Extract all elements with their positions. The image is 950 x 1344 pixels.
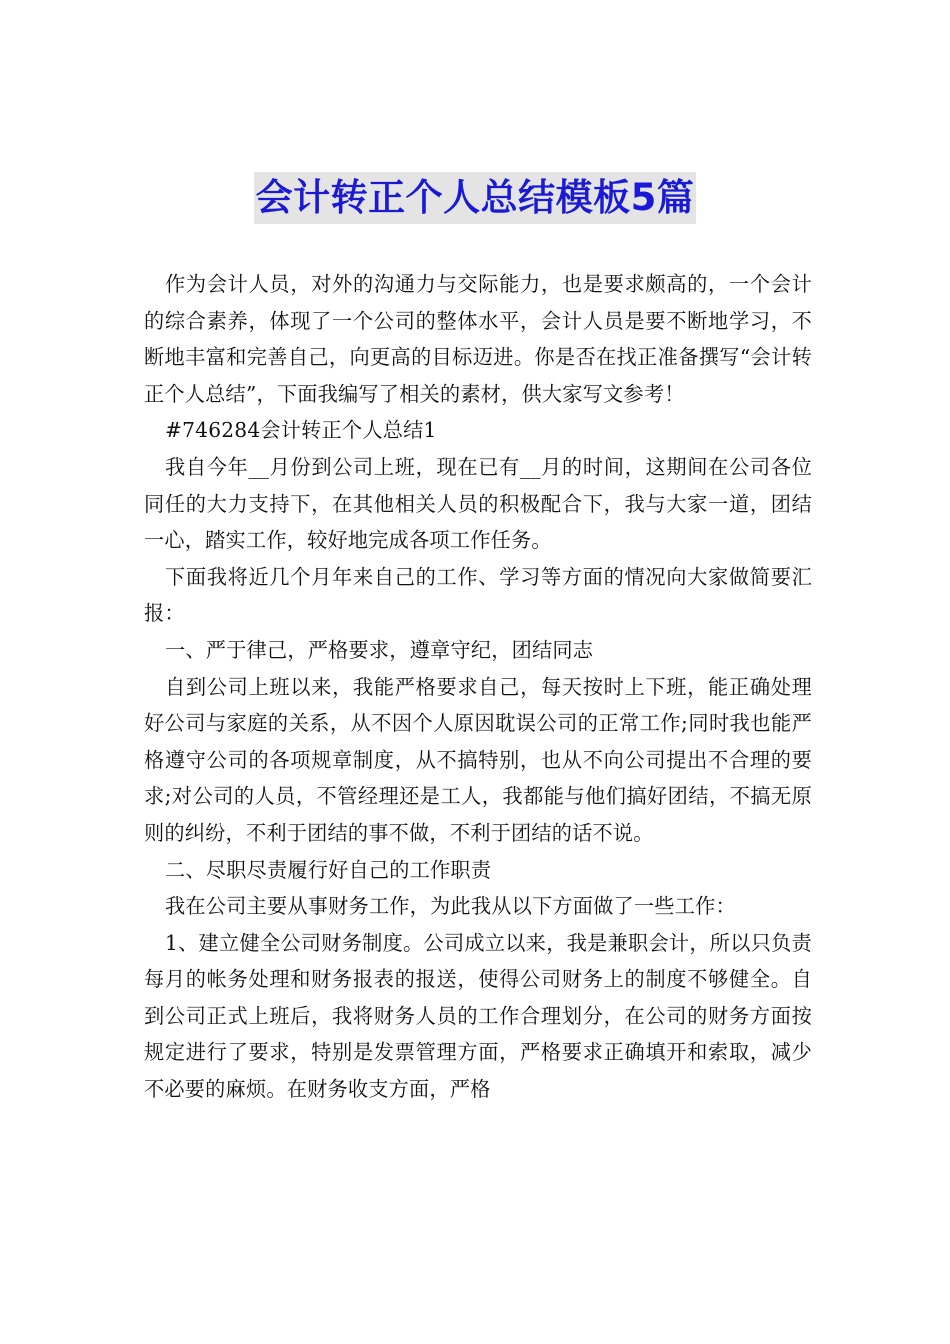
body-paragraph: 我在公司主要从事财务工作，为此我从以下方面做了一些工作：: [165, 894, 736, 919]
document-body: [144, 266, 812, 1108]
intro-paragraph: 作为会计人员，对外的沟通力与交际能力，也是要求颇高的，一个会计的综合素养，体现了一个公司的整体水平，会计人员是要不断地学习，不断地丰富和完善自己，向更高的目标迈进。你是否在找正准备撰写“会计转正个人总结”，下面我编写了相关的素材，供大家写文参考！: [144, 272, 812, 406]
body-paragraph: 下面我将近几个月年来自己的工作、学习等方面的情况向大家做简要汇报：: [144, 564, 812, 626]
subheading-2: 二、尽职尽责履行好自己的工作职责: [165, 857, 492, 882]
document-title: 会计转正个人总结模板5篇: [254, 172, 697, 224]
body-paragraph: 我自今年__月份到公司上班，现在已有__月的时间，这期间在公司各位同任的大力支持下，在其他相关人员的积极配合下，我与大家一道，团结一心，踏实工作，较好地完成各项工作任务。: [144, 454, 812, 553]
section-heading-1: #746284会计转正个人总结1: [165, 418, 437, 443]
subheading-1: 一、严于律己，严格要求，遵章守纪，团结同志: [165, 637, 594, 662]
body-paragraph: 1、建立健全公司财务制度。公司成立以来，我是兼职会计，所以只负责每月的帐务处理和财务报表的报送，使得公司财务上的制度不够健全。自到公司正式上班后，我将财务人员的工作合理划分，在公司的财务方面按规定进行了要求，特别是发票管理方面，严格要求正确填开和索取，减少不必要的麻烦。在财务收支方面，严格: [144, 930, 812, 1102]
body-paragraph: 自到公司上班以来，我能严格要求自己，每天按时上下班，能正确处理好公司与家庭的关系，从不因个人原因耽误公司的正常工作;同时我也能严格遵守公司的各项规章制度，从不搞特别，也从不向公司提出不合理的要求;对公司的人员，不管经理还是工人，我都能与他们搞好团结，不搞无原则的纠纷，不利于团结的事不做，不利于团结的话不说。: [144, 674, 812, 845]
title-container: [0, 172, 950, 224]
